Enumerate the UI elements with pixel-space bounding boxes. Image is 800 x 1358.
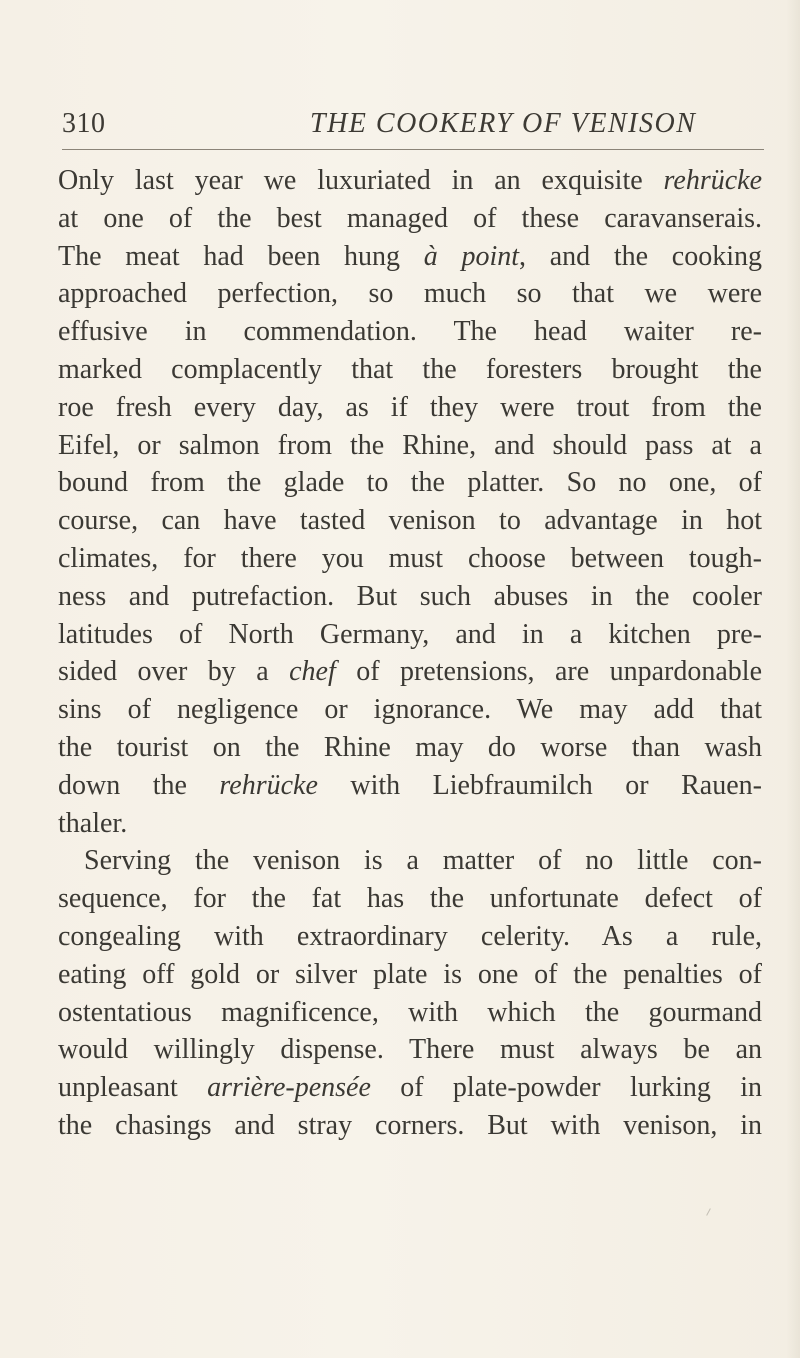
text-line: sequence, for the fat has the unfortunate defect of xyxy=(58,883,762,915)
text-line: the tourist on the Rhine may do worse than wash xyxy=(58,731,762,763)
text-line: latitudes of North Germany, and in a kitchen pre- xyxy=(58,618,762,650)
text-line: course, can have tasted venison to advantage in hot xyxy=(58,505,762,537)
text-line: Serving the venison is a matter of no little con- xyxy=(84,845,762,877)
header-rule xyxy=(62,149,764,150)
text-line: Eifel, or salmon from the Rhine, and should pass at a xyxy=(58,429,762,461)
text-line: would willingly dispense. There must always be an xyxy=(58,1034,762,1066)
text-line: roe fresh every day, as if they were trout from the xyxy=(58,391,762,423)
text-line: ostentatious magnificence, with which the gourmand xyxy=(58,996,762,1028)
text-line: Only last year we luxuriated in an exquisite rehrücke xyxy=(58,165,762,196)
text-line: climates, for there you must choose between tough- xyxy=(58,542,762,574)
text-line: sins of negligence or ignorance. We may add that xyxy=(58,694,762,726)
text-line: thaler. xyxy=(58,807,128,839)
text-line: approached perfection, so much so that we were xyxy=(58,278,762,310)
text-line: eating off gold or silver plate is one of the penalties of xyxy=(58,958,762,990)
page-number: 310 xyxy=(62,108,106,139)
text-line: sided over by a chef of pretensions, are unpardonable xyxy=(58,656,762,688)
text-line: down the rehrücke with Liebfraumilch or Rauen- xyxy=(58,769,762,801)
text-line: ness and putrefaction. But such abuses in the cooler xyxy=(58,580,762,612)
text-line: bound from the glade to the platter. So no one, of xyxy=(58,467,762,499)
text-line: unpleasant arrière-pensée of plate-powder lurking in xyxy=(58,1072,762,1104)
body-text xyxy=(58,162,762,1145)
text-line: effusive in commendation. The head waiter re- xyxy=(58,316,762,348)
text-line: at one of the best managed of these caravanserais. xyxy=(58,202,762,234)
text-line: The meat had been hung à point, and the cooking xyxy=(58,240,762,272)
text-line: congealing with extraordinary celerity. As a rule, xyxy=(58,920,762,952)
running-title: THE COOKERY OF VENISON xyxy=(310,108,697,139)
page-edge-shadow xyxy=(786,0,800,1358)
text-line: marked complacently that the foresters brought the xyxy=(58,353,762,385)
paper-mark xyxy=(706,1208,711,1216)
text-line: the chasings and stray corners. But with venison, in xyxy=(58,1109,762,1141)
page-header xyxy=(62,108,762,152)
